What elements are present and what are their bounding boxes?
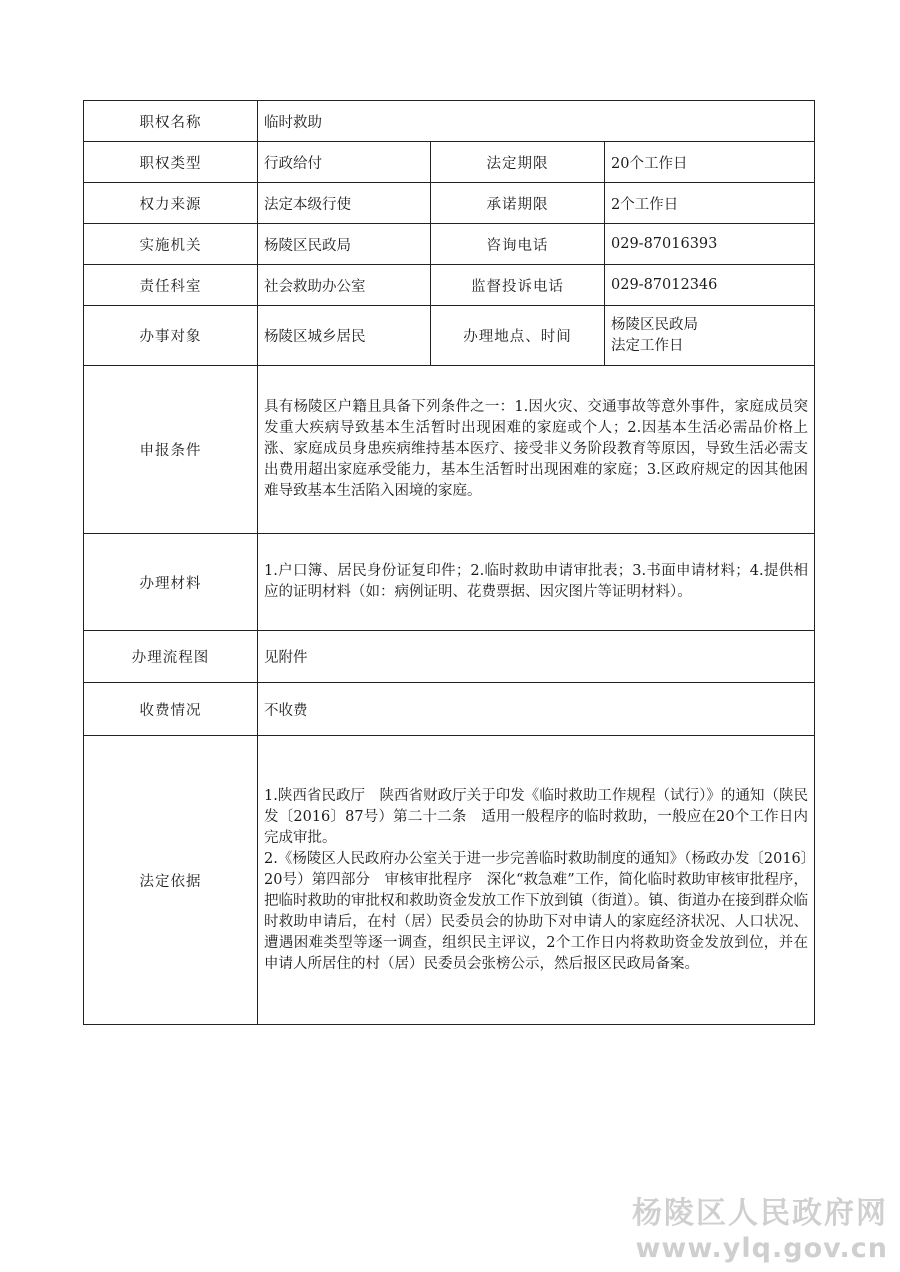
row-target	[84, 306, 815, 366]
label-power-name: 职权名称	[84, 101, 258, 142]
value-target: 杨陵区城乡居民	[258, 306, 431, 366]
label-power-type: 职权类型	[84, 142, 258, 183]
row-conditions	[84, 366, 815, 534]
row-agency	[84, 224, 815, 265]
value-time: 法定工作日	[611, 337, 684, 354]
row-department	[84, 265, 815, 306]
label-power-source: 权力来源	[84, 183, 258, 224]
label-department: 责任科室	[84, 265, 258, 306]
label-flowchart: 办理流程图	[84, 631, 258, 683]
row-materials	[84, 534, 815, 631]
value-power-source: 法定本级行使	[258, 183, 431, 224]
watermark-url: www.ylq.gov.cn	[635, 1233, 888, 1264]
label-location-time: 办理地点、时间	[431, 306, 605, 366]
value-agency: 杨陵区民政局	[258, 224, 431, 265]
row-power-source	[84, 183, 815, 224]
row-legal-basis	[84, 736, 815, 1025]
label-legal-basis: 法定依据	[84, 736, 258, 1025]
value-location-time	[605, 306, 815, 366]
value-materials: 1.户口簿、居民身份证复印件；2.临时救助申请审批表；3.书面申请材料；4.提供相应的证明材料（如：病例证明、花费票据、因灾图片等证明材料）。	[258, 534, 815, 631]
label-conditions: 申报条件	[84, 366, 258, 534]
watermark	[632, 1196, 888, 1266]
value-legal-deadline: 20个工作日	[605, 142, 815, 183]
legal-basis-paragraph-1: 1.陕西省民政厅 陕西省财政厅关于印发《临时救助工作规程（试行）》的通知（陕民发〔2016〕87号）第二十二条 适用一般程序的临时救助，一般应在20个工作日内完成审批。	[264, 787, 809, 846]
label-fees: 收费情况	[84, 683, 258, 736]
label-promised-deadline: 承诺期限	[431, 183, 605, 224]
value-promised-deadline: 2个工作日	[605, 183, 815, 224]
value-legal-basis	[258, 736, 815, 1025]
label-materials: 办理材料	[84, 534, 258, 631]
row-flowchart	[84, 631, 815, 683]
label-complaint-phone: 监督投诉电话	[431, 265, 605, 306]
label-agency: 实施机关	[84, 224, 258, 265]
value-power-name: 临时救助	[258, 101, 815, 142]
legal-basis-paragraph-2: 2.《杨陵区人民政府办公室关于进一步完善临时救助制度的通知》（杨政办发〔2016〕20号）第四部分 审核审批程序 深化“救急难”工作，简化临时救助审核审批程序，把临时救助的审批权和救助资金发放工作下放到镇（街道）。镇、街道办在接到群众临时救助申请后，在村（居）民委员会的协助下对申请人的家庭经济状况、人口状况、遭遇困难类型等逐一调查，组织民主评议，2个工作日内将救助资金发放到位，并在申请人所居住的村（居）民委员会张榜公示，然后报区民政局备案。	[264, 850, 809, 972]
value-consult-phone: 029-87016393	[605, 224, 815, 265]
value-power-type: 行政给付	[258, 142, 431, 183]
row-fees	[84, 683, 815, 736]
watermark-site-name: 杨陵区人民政府网	[632, 1196, 888, 1231]
label-legal-deadline: 法定期限	[431, 142, 605, 183]
value-department: 社会救助办公室	[258, 265, 431, 306]
row-power-type	[84, 142, 815, 183]
value-conditions: 具有杨陵区户籍且具备下列条件之一：1.因火灾、交通事故等意外事件，家庭成员突发重大疾病导致基本生活暂时出现困难的家庭或个人；2.因基本生活必需品价格上涨、家庭成员身患疾病维持基本医疗、接受非义务阶段教育等原因，导致生活必需支出费用超出家庭承受能力，基本生活暂时出现困难的家庭；3.区政府规定的因其他困难导致基本生活陷入困境的家庭。	[258, 366, 815, 534]
value-flowchart: 见附件	[258, 631, 815, 683]
value-complaint-phone: 029-87012346	[605, 265, 815, 306]
label-target: 办事对象	[84, 306, 258, 366]
value-location: 杨陵区民政局	[611, 316, 698, 333]
label-consult-phone: 咨询电话	[431, 224, 605, 265]
power-info-table	[83, 100, 815, 1025]
row-power-name	[84, 101, 815, 142]
value-fees: 不收费	[258, 683, 815, 736]
